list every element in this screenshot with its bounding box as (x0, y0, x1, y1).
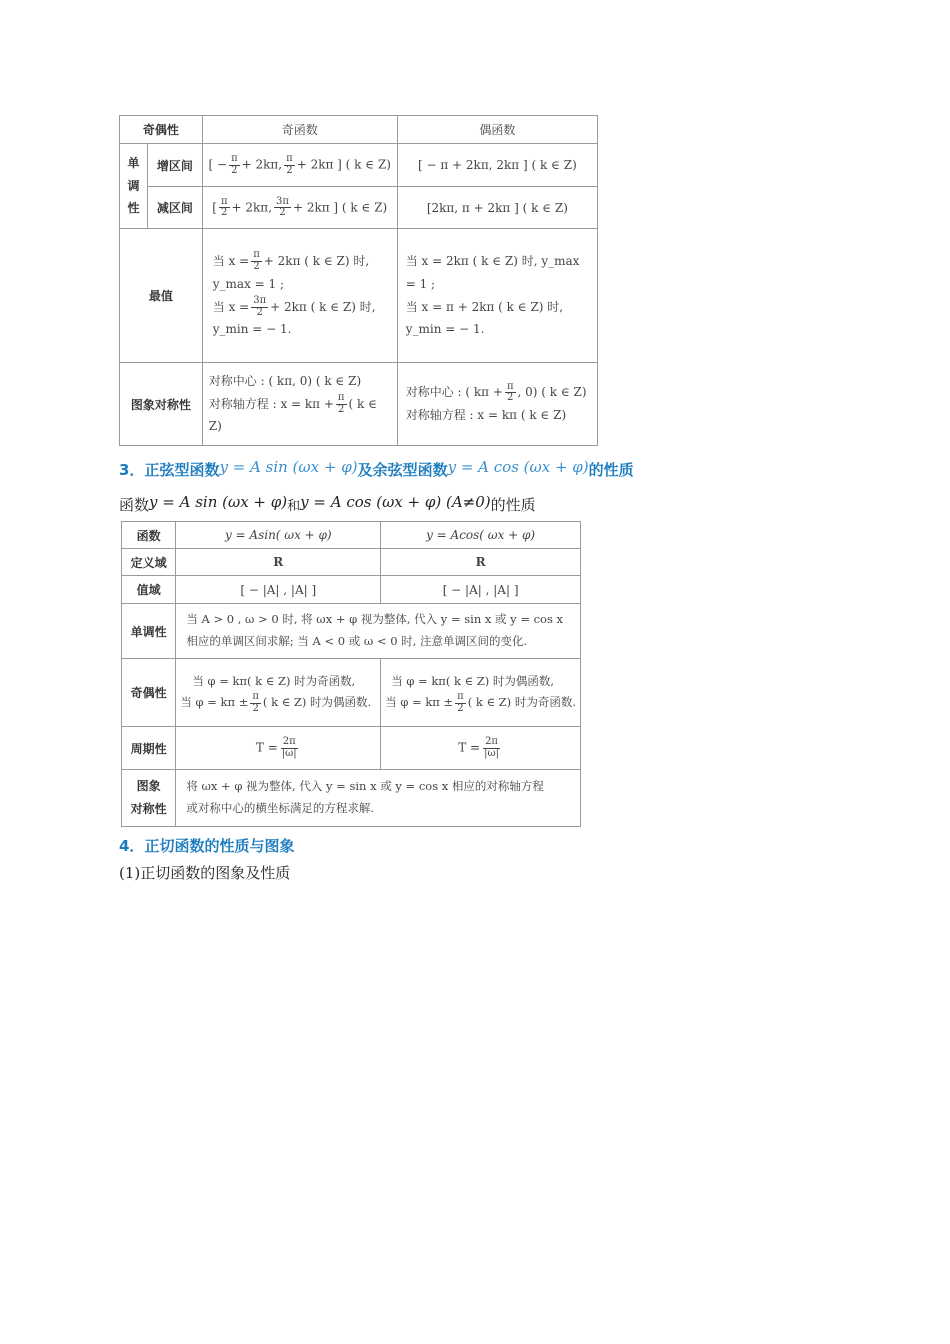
parity-label: 奇偶性 (122, 659, 176, 727)
cos-extreme-values: 当 x = 2kπ ( k ∈ Z) 时, y_max = 1 ; 当 x = π + 2kπ ( k ∈ Z) 时, y_min = − 1. (397, 229, 597, 363)
tangent-subheading: (1)正切函数的图象及性质 (119, 864, 291, 882)
intro-line: 函数y = A sin (ωx + φ)和y = A cos (ωx + φ) (A≠0)的性质 (119, 493, 536, 514)
monotonicity-label: 单 调 性 (120, 144, 148, 229)
table-row (120, 187, 598, 229)
range-label: 值域 (122, 576, 176, 604)
table-row (120, 144, 598, 187)
cos-range: [ − |A| , |A| ] (381, 576, 581, 604)
sin-cos-properties-table (119, 115, 598, 446)
extreme-value-label: 最值 (120, 229, 203, 363)
table-row (122, 522, 581, 549)
monotonicity-description: 当 A > 0 , ω > 0 时, 将 ωx + φ 视为整体, 代入 y = sin x 或 y = cos x 相应的单调区间求解; 当 A < 0 或 ω < 0 时, 注意单调区间的变化. (176, 604, 581, 659)
table-row (120, 229, 598, 363)
symmetry-label: 图象 对称性 (122, 770, 176, 827)
cos-function-header: y = Acos( ωx + φ) (381, 522, 581, 549)
sin-domain: R (176, 549, 381, 576)
table-row (122, 576, 581, 604)
decreasing-interval-label: 减区间 (147, 187, 202, 229)
sin-extreme-values: 当 x = $\frac{\pi}{2}$ + 2kπ ( k ∈ Z) 时, y_max = 1 ; 当 x = $\frac{3\pi}{2}$ + 2kπ ( k ∈ Z) 时, y_min = − 1. (202, 229, 397, 363)
cos-decreasing-interval: [2kπ, π + 2kπ ] ( k ∈ Z) (397, 187, 597, 229)
sin-increasing-interval: [ − $\frac{\pi}{2}$ + 2kπ, $\frac{\pi}{2}$ + 2kπ ] ( k ∈ Z) (202, 144, 397, 187)
cos-period: T = $\frac{2\pi}{|\omega|}$ (381, 727, 581, 770)
cos-symmetry: 对称中心 : ( kπ + $\frac{\pi}{2}$ , 0) ( k ∈ Z) 对称轴方程 : x = kπ ( k ∈ Z) (397, 363, 597, 446)
parity-label: 奇偶性 (120, 116, 203, 144)
sin-parity: 奇函数 (202, 116, 397, 144)
sin-parity: 当 φ = kπ( k ∈ Z) 时为奇函数, 当 φ = kπ ± $\frac{\pi}{2}$ ( k ∈ Z) 时为偶函数. (176, 659, 381, 727)
function-header: 函数 (122, 522, 176, 549)
cos-formula: y = A cos (ωx + φ) (447, 458, 589, 476)
period-label: 周期性 (122, 727, 176, 770)
sin-function-header: y = Asin( ωx + φ) (176, 522, 381, 549)
symmetry-description: 将 ωx + φ 视为整体, 代入 y = sin x 或 y = cos x 相应的对称轴方程 或对称中心的横坐标满足的方程求解. (176, 770, 581, 827)
table-row (122, 727, 581, 770)
sin-symmetry: 对称中心 : ( kπ, 0) ( k ∈ Z) 对称轴方程 : x = kπ + $\frac{\pi}{2}$ ( k ∈ Z) (202, 363, 397, 446)
section-4-heading: 4．正切函数的性质与图象 (119, 837, 295, 855)
cos-parity: 偶函数 (397, 116, 597, 144)
cos-increasing-interval: [ − π + 2kπ, 2kπ ] ( k ∈ Z) (397, 144, 597, 187)
symmetry-label: 图象对称性 (120, 363, 203, 446)
increasing-interval-label: 增区间 (147, 144, 202, 187)
table-row (120, 363, 598, 446)
table-row (122, 659, 581, 727)
section-3-heading: 3．正弦型函数y = A sin (ωx + φ)及余弦型函数y = A cos (ωx + φ)的性质 (119, 458, 634, 479)
table-row (120, 116, 598, 144)
sin-period: T = $\frac{2\pi}{|\omega|}$ (176, 727, 381, 770)
cos-domain: R (381, 549, 581, 576)
domain-label: 定义域 (122, 549, 176, 576)
sin-range: [ − |A| , |A| ] (176, 576, 381, 604)
table-row (122, 604, 581, 659)
table-row (122, 770, 581, 827)
table-row (122, 549, 581, 576)
sin-decreasing-interval: [ $\frac{\pi}{2}$ + 2kπ, $\frac{3\pi}{2}$ + 2kπ ] ( k ∈ Z) (202, 187, 397, 229)
monotonicity-label: 单调性 (122, 604, 176, 659)
general-sinusoid-properties-table (121, 521, 581, 827)
cos-parity: 当 φ = kπ( k ∈ Z) 时为偶函数, 当 φ = kπ ± $\frac{\pi}{2}$ ( k ∈ Z) 时为奇函数. (381, 659, 581, 727)
sin-formula: y = A sin (ωx + φ) (219, 458, 358, 476)
